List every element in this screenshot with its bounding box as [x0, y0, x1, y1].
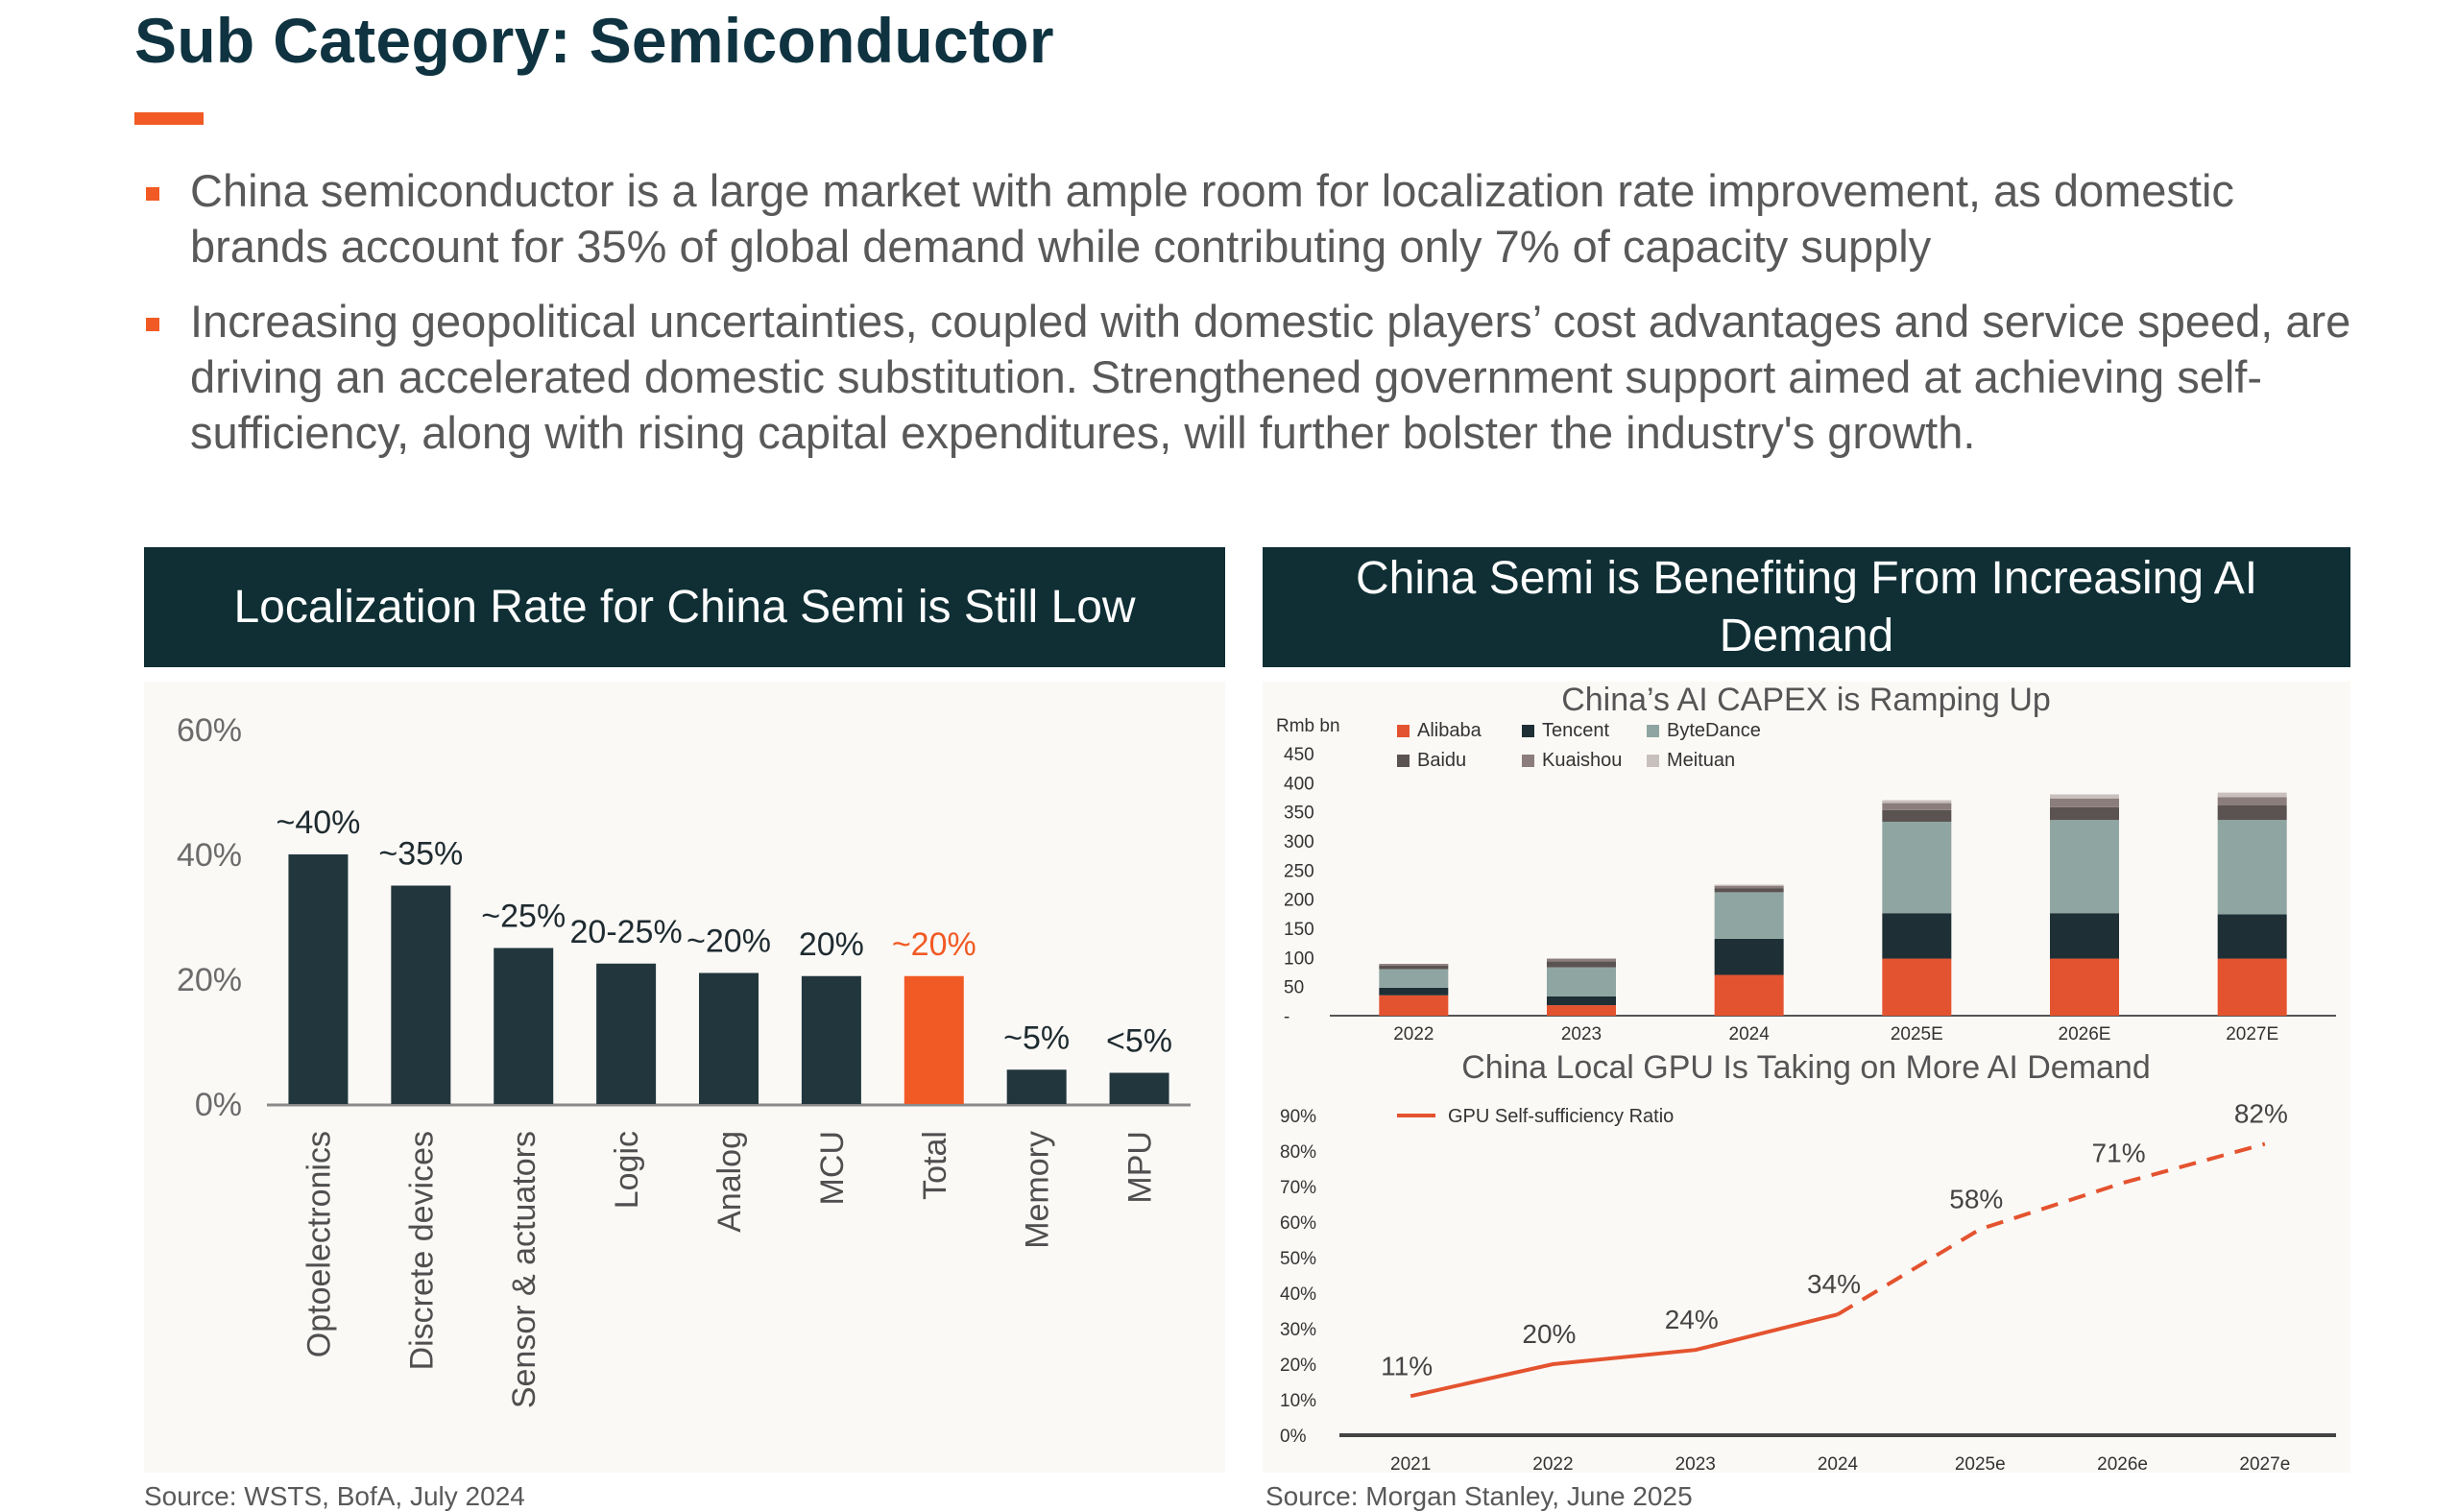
bullet-text: China semiconductor is a large market with ample room for localization rate improvement, as domestic brands account for 35% of global demand while contributing only 7% of capacity supply — [190, 165, 2234, 272]
y-tick-label: 20% — [1280, 1356, 1316, 1376]
x-tick-label: 2023 — [1561, 1024, 1602, 1044]
bar — [699, 973, 759, 1105]
x-tick-label: 2026E — [2059, 1024, 2111, 1044]
localization-bar-chart — [144, 682, 1225, 1473]
legend-label: Meituan — [1667, 750, 1735, 771]
y-tick-label: 200 — [1284, 891, 1314, 911]
right-source-note: Source: Morgan Stanley, June 2025 — [1265, 1481, 1693, 1512]
x-tick-label: 2026e — [2097, 1454, 2148, 1474]
bar-segment — [2218, 793, 2287, 798]
y-tick-label: 400 — [1284, 774, 1314, 794]
bar — [494, 948, 553, 1105]
data-label: 20% — [1522, 1319, 1576, 1349]
data-label: ~20% — [892, 926, 976, 963]
y-tick-label: 250 — [1284, 861, 1314, 881]
title-accent-rule — [134, 112, 204, 125]
data-label: <5% — [1106, 1023, 1172, 1060]
legend-swatch — [1522, 725, 1534, 737]
bar-segment — [1547, 962, 1616, 968]
y-tick-label: 10% — [1280, 1391, 1316, 1411]
x-tick-label: Total — [917, 1131, 953, 1200]
bar-segment — [1379, 988, 1448, 996]
bar-segment — [1882, 804, 1951, 810]
bar-segment — [2050, 799, 2119, 807]
x-tick-label: MCU — [814, 1131, 851, 1205]
left-panel-title: Localization Rate for China Semi is Still Low — [233, 579, 1135, 636]
y-tick-label: 70% — [1280, 1178, 1316, 1198]
bar — [1007, 1069, 1067, 1104]
legend-swatch — [1397, 755, 1410, 767]
legend-label: GPU Self-sufficiency Ratio — [1448, 1106, 1674, 1127]
x-tick-label: Analog — [711, 1131, 748, 1233]
x-tick-label: 2022 — [1393, 1024, 1434, 1044]
y-tick-label: 300 — [1284, 832, 1314, 852]
data-label: 82% — [2234, 1099, 2288, 1129]
data-label: ~40% — [276, 804, 360, 841]
y-tick-label: 50% — [1280, 1249, 1316, 1269]
legend-label: Baidu — [1417, 750, 1466, 771]
data-label: 20-25% — [570, 914, 683, 950]
right-panel-title: China Semi is Benefiting From Increasing AI Demand — [1301, 550, 2312, 665]
x-tick-label: Discrete devices — [403, 1131, 440, 1370]
bar — [596, 964, 656, 1104]
bar-segment — [2218, 914, 2287, 958]
x-tick-label: 2025E — [1891, 1024, 1943, 1044]
bar-segment — [1715, 939, 1784, 975]
y-tick-label: 60% — [1280, 1213, 1316, 1234]
bar-segment — [1715, 975, 1784, 1016]
bar-segment — [1715, 886, 1784, 888]
data-label: 71% — [2092, 1138, 2146, 1167]
series-line-actual — [1410, 1314, 1838, 1396]
bar-segment — [1882, 913, 1951, 958]
y-tick-label: 60% — [177, 712, 242, 749]
bar-segment — [2218, 959, 2287, 1016]
bar-segment — [2050, 959, 2119, 1016]
y-tick-label: 350 — [1284, 804, 1314, 824]
bar — [391, 886, 450, 1105]
x-tick-label: Memory — [1020, 1131, 1056, 1249]
data-label: ~20% — [687, 924, 771, 960]
x-tick-label: 2027e — [2239, 1454, 2290, 1474]
data-label: 58% — [1949, 1184, 2003, 1213]
legend-label: Kuaishou — [1542, 750, 1622, 771]
y-tick-label: 80% — [1280, 1142, 1316, 1163]
y-tick-label: 0% — [1280, 1427, 1307, 1447]
chart-title: China’s AI CAPEX is Ramping Up — [1561, 682, 2051, 718]
series-line-forecast — [1838, 1144, 2265, 1315]
bullet-square-icon — [146, 318, 159, 331]
x-tick-label: Logic — [609, 1131, 645, 1209]
x-tick-label: 2024 — [1729, 1024, 1771, 1044]
bar-segment — [1379, 969, 1448, 987]
bar-segment — [1882, 822, 1951, 913]
bar-segment — [1882, 959, 1951, 1016]
data-label: ~25% — [481, 899, 566, 935]
x-tick-label: MPU — [1122, 1131, 1159, 1204]
bar-segment — [1547, 1005, 1616, 1016]
right-panel-header — [1263, 547, 2350, 667]
bar-segment — [1547, 959, 1616, 962]
bar-segment — [1882, 801, 1951, 804]
data-label: 20% — [799, 926, 864, 963]
legend-label: ByteDance — [1667, 720, 1761, 741]
y-tick-label: - — [1284, 1007, 1289, 1027]
x-tick-label: 2023 — [1675, 1454, 1716, 1474]
bar — [904, 976, 964, 1104]
legend-swatch — [1397, 725, 1410, 737]
y-tick-label: 50 — [1284, 978, 1304, 998]
chart-title: China Local GPU Is Taking on More AI Demand — [1461, 1049, 2151, 1086]
x-tick-label: Sensor & actuators — [506, 1131, 542, 1408]
bar-segment — [2050, 820, 2119, 913]
x-tick-label: 2022 — [1532, 1454, 1573, 1474]
bar-segment — [2218, 820, 2287, 914]
data-label: ~5% — [1003, 1020, 1070, 1056]
bar-segment — [1715, 888, 1784, 892]
left-source-note: Source: WSTS, BofA, July 2024 — [144, 1481, 525, 1512]
bar — [1110, 1073, 1169, 1105]
bullet-square-icon — [146, 187, 159, 201]
legend-swatch — [1647, 755, 1659, 767]
bar-segment — [2218, 798, 2287, 805]
page-title: Sub Category: Semiconductor — [134, 4, 1054, 77]
x-tick-label: 2024 — [1818, 1454, 1859, 1474]
bar-segment — [1379, 966, 1448, 970]
bar-segment — [1379, 964, 1448, 966]
left-panel-header — [144, 547, 1225, 667]
bar-segment — [1547, 996, 1616, 1005]
data-label: 24% — [1665, 1305, 1719, 1334]
legend-swatch — [1522, 755, 1534, 767]
bullet-item — [144, 294, 2352, 461]
x-tick-label: 2025e — [1955, 1454, 2006, 1474]
bar-segment — [1715, 892, 1784, 939]
bar-segment — [1379, 996, 1448, 1016]
bar-segment — [1715, 885, 1784, 886]
x-tick-label: Optoelectronics — [301, 1131, 337, 1357]
y-tick-label: 30% — [1280, 1320, 1316, 1340]
bar-segment — [2050, 913, 2119, 958]
bar — [288, 854, 348, 1104]
bar-segment — [2050, 794, 2119, 798]
bullet-text: Increasing geopolitical uncertainties, coupled with domestic players’ cost advantages and service speed, are driving an accelerated domestic substitution. Strengthened government support aimed at achieving self-sufficiency, along with rising capital expenditures, will further bolster the industry's growth. — [190, 296, 2350, 458]
y-tick-label: 20% — [177, 962, 242, 998]
y-tick-label: 90% — [1280, 1107, 1316, 1127]
y-tick-label: 150 — [1284, 920, 1314, 940]
bullet-list — [144, 163, 2352, 480]
y-axis-unit-label: Rmb bn — [1276, 716, 1340, 736]
bullet-item — [144, 163, 2352, 275]
y-tick-label: 100 — [1284, 948, 1314, 969]
x-tick-label: 2027E — [2226, 1024, 2278, 1044]
ai-capex-stacked-bar-chart — [1263, 677, 2350, 1046]
bar-segment — [2050, 807, 2119, 820]
y-tick-label: 40% — [1280, 1284, 1316, 1305]
x-tick-label: 2021 — [1390, 1454, 1431, 1474]
legend-label: Tencent — [1542, 720, 1609, 741]
data-label: 34% — [1807, 1269, 1861, 1299]
legend-label: Alibaba — [1417, 720, 1482, 741]
gpu-self-sufficiency-line-chart — [1263, 1042, 2350, 1474]
bar-segment — [1547, 968, 1616, 996]
bar-segment — [2218, 805, 2287, 820]
y-tick-label: 0% — [195, 1087, 242, 1123]
bar — [802, 976, 861, 1104]
legend-swatch — [1647, 725, 1659, 737]
bar-segment — [1882, 810, 1951, 822]
data-label: 11% — [1381, 1351, 1433, 1380]
y-tick-label: 450 — [1284, 745, 1314, 765]
y-tick-label: 40% — [177, 837, 242, 874]
data-label: ~35% — [378, 836, 463, 873]
